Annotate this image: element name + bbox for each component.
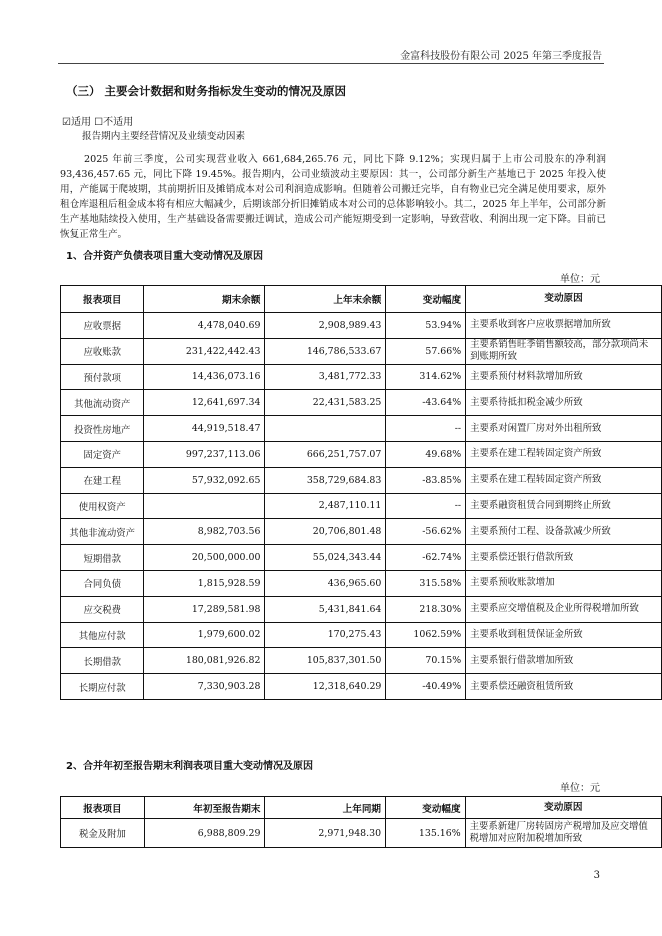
row-item: 投资性房地产 — [61, 416, 144, 442]
row-item: 预付款项 — [61, 364, 144, 390]
row-item: 其他应付款 — [61, 622, 144, 648]
row-reason: 主要系融资租赁合同到期终止所致 — [466, 493, 662, 519]
table-row — [61, 596, 662, 622]
row-prior-balance: 55,024,343.44 — [265, 545, 386, 571]
row-change: 57.66% — [386, 338, 466, 364]
row-prior-balance: 5,431,841.64 — [265, 596, 386, 622]
header-reason: 变动原因 — [465, 797, 661, 819]
body-paragraph: 2025 年前三季度，公司实现营业收入 661,684,265.76 元，同比下降 9.12%；实现归属于上市公司股东的净利润 93,436,457.65 元，同比下降 19.45%。报告期内，公司业绩波动主要原因：其一，公司部分新生产基地已于 2025 年投入使用，产能属于爬坡期，其前期折旧及摊销成本对公司利润造成影响。但随着公司搬迁完毕，自有物业已完全满足使用要求，原外租仓库退租后租金成本将有相应大幅减少，后期该部分折旧摊销成本对公司的总体影响较小。其二，2025 年上半年，公司部分新生产基地陆续投入使用，生产基础设备需要搬迁调试，造成公司产能短期受到一定影响，导致营收、利润出现一定下降。目前已恢复正常生产。 — [60, 154, 606, 240]
table-header-row — [61, 797, 662, 819]
row-end-balance: 20,500,000.00 — [144, 545, 265, 571]
table-row — [61, 570, 662, 596]
row-change: 218.30% — [386, 596, 466, 622]
row-end-balance: 44,919,518.47 — [144, 416, 265, 442]
row-change: 315.58% — [386, 570, 466, 596]
header-divider — [58, 63, 604, 64]
table-row — [61, 674, 662, 700]
row-end-balance: 14,436,073.16 — [144, 364, 265, 390]
table-row — [61, 519, 662, 545]
table1-unit: 单位：元 — [560, 274, 600, 285]
row-reason: 主要系偿还融资租赁所致 — [466, 674, 662, 700]
table-row — [61, 390, 662, 416]
header-prior-period: 上年同期 — [265, 797, 386, 819]
row-item: 其他流动资产 — [61, 390, 144, 416]
header-reason: 变动原因 — [466, 286, 662, 313]
row-end-balance: 1,979,600.02 — [144, 622, 265, 648]
table-row — [61, 416, 662, 442]
section-title: （三） 主要会计数据和财务指标发生变动的情况及原因 — [66, 84, 347, 98]
row-change: -83.85% — [386, 467, 466, 493]
row-end-balance: 7,330,903.28 — [144, 674, 265, 700]
row-end-balance: 17,289,581.98 — [144, 596, 265, 622]
row-prior-balance: 666,251,757.07 — [265, 441, 386, 467]
table1-title: 1、合并资产负债表项目重大变动情况及原因 — [66, 251, 263, 262]
row-end-balance: 231,422,442.43 — [144, 338, 265, 364]
table2-title: 2、合并年初至报告期末利润表项目重大变动情况及原因 — [66, 761, 313, 772]
row-ytd: 6,988,809.29 — [144, 819, 265, 848]
row-change: -62.74% — [386, 545, 466, 571]
row-prior-balance — [265, 416, 386, 442]
table-row — [61, 819, 662, 848]
row-prior-balance: 2,487,110.11 — [265, 493, 386, 519]
report-header: 金富科技股份有限公司 2025 年第三季度报告 — [400, 51, 602, 62]
row-reason: 主要系对闲置厂房对外出租所致 — [466, 416, 662, 442]
row-prior-balance: 105,837,301.50 — [265, 648, 386, 674]
row-item: 长期借款 — [61, 648, 144, 674]
header-change: 变动幅度 — [386, 797, 466, 819]
row-item: 长期应付款 — [61, 674, 144, 700]
row-change: 314.62% — [386, 364, 466, 390]
income-statement-table — [60, 796, 662, 848]
row-prior-period: 2,971,948.30 — [265, 819, 386, 848]
header-change: 变动幅度 — [386, 286, 466, 313]
row-reason: 主要系收到租赁保证金所致 — [466, 622, 662, 648]
table-row — [61, 493, 662, 519]
table-row — [61, 648, 662, 674]
row-item: 使用权资产 — [61, 493, 144, 519]
row-reason: 主要系预收账款增加 — [466, 570, 662, 596]
row-end-balance: 997,237,113.06 — [144, 441, 265, 467]
applicability-checkbox: ☑适用 ☐不适用 — [62, 117, 134, 128]
row-change: 49.68% — [386, 441, 466, 467]
table-row — [61, 441, 662, 467]
row-item: 合同负债 — [61, 570, 144, 596]
table-row — [61, 364, 662, 390]
row-prior-balance: 170,275.43 — [265, 622, 386, 648]
row-end-balance: 8,982,703.56 — [144, 519, 265, 545]
row-reason: 主要系在建工程转固定资产所致 — [466, 441, 662, 467]
row-reason: 主要系收到客户应收票据增加所致 — [466, 313, 662, 339]
row-item: 其他非流动资产 — [61, 519, 144, 545]
header-ytd: 年初至报告期末 — [144, 797, 265, 819]
row-change: -43.64% — [386, 390, 466, 416]
table-header-row — [61, 286, 662, 313]
row-reason: 主要系新建厂房转固房产税增加及应交增值税增加对应附加税增加所致 — [465, 819, 661, 848]
row-reason: 主要系银行借款增加所致 — [466, 648, 662, 674]
row-item: 固定资产 — [61, 441, 144, 467]
header-item: 报表项目 — [61, 286, 144, 313]
row-prior-balance: 12,318,640.29 — [265, 674, 386, 700]
row-end-balance: 57,932,092.65 — [144, 467, 265, 493]
row-prior-balance: 358,729,684.83 — [265, 467, 386, 493]
row-item: 短期借款 — [61, 545, 144, 571]
row-prior-balance: 20,706,801.48 — [265, 519, 386, 545]
row-item: 税金及附加 — [61, 819, 145, 848]
row-prior-balance: 22,431,583.25 — [265, 390, 386, 416]
row-item: 在建工程 — [61, 467, 144, 493]
row-item: 应收账款 — [61, 338, 144, 364]
row-change: -- — [386, 416, 466, 442]
row-reason: 主要系预付工程、设备款减少所致 — [466, 519, 662, 545]
row-change: 1062.59% — [386, 622, 466, 648]
row-end-balance: 12,641,697.34 — [144, 390, 265, 416]
header-end-balance: 期末余额 — [144, 286, 265, 313]
row-prior-balance: 2,908,989.43 — [265, 313, 386, 339]
row-end-balance: 180,081,926.82 — [144, 648, 265, 674]
intro-paragraph: 报告期内主要经营情况及业绩变动因素 — [82, 131, 246, 142]
row-change: 70.15% — [386, 648, 466, 674]
row-end-balance — [144, 493, 265, 519]
row-item: 应交税费 — [61, 596, 144, 622]
table-row — [61, 467, 662, 493]
row-change: 53.94% — [386, 313, 466, 339]
row-reason: 主要系应交增值税及企业所得税增加所致 — [466, 596, 662, 622]
row-prior-balance: 436,965.60 — [265, 570, 386, 596]
header-item: 报表项目 — [61, 797, 145, 819]
row-prior-balance: 146,786,533.67 — [265, 338, 386, 364]
row-change: -56.62% — [386, 519, 466, 545]
header-prior-balance: 上年末余额 — [265, 286, 386, 313]
row-prior-balance: 3,481,772.33 — [265, 364, 386, 390]
table-row — [61, 545, 662, 571]
row-reason: 主要系销售旺季销售额较高，部分款项尚未到账期所致 — [466, 338, 662, 364]
table2-unit: 单位：元 — [560, 783, 600, 794]
row-reason: 主要系在建工程转固定资产所致 — [466, 467, 662, 493]
table-row — [61, 622, 662, 648]
row-reason: 主要系偿还银行借款所致 — [466, 545, 662, 571]
row-change: -- — [386, 493, 466, 519]
row-reason: 主要系待抵扣税金减少所致 — [466, 390, 662, 416]
balance-sheet-table — [60, 285, 662, 700]
page-number: 3 — [593, 870, 600, 881]
table-row — [61, 313, 662, 339]
row-end-balance: 4,478,040.69 — [144, 313, 265, 339]
row-item: 应收票据 — [61, 313, 144, 339]
row-change: -40.49% — [386, 674, 466, 700]
row-reason: 主要系预付材料款增加所致 — [466, 364, 662, 390]
table-row — [61, 338, 662, 364]
row-end-balance: 1,815,928.59 — [144, 570, 265, 596]
row-change: 135.16% — [386, 819, 466, 848]
